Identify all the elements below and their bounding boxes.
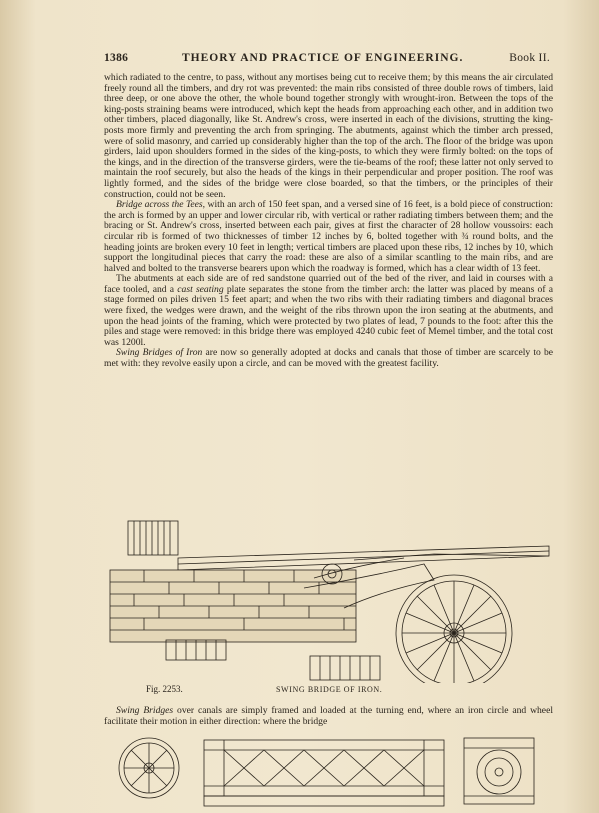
paragraph-2: [104, 200, 553, 274]
body-text-upper: [104, 73, 553, 370]
canal-swing-bridge-illustration: [104, 732, 556, 813]
paragraph-5-text: over canals are simply framed and loaded at the turning end, where an iron circle and wheel facilitate their motion in either direction: where the bridge: [104, 705, 553, 727]
running-header: [104, 52, 550, 68]
railing-posts: [128, 521, 178, 555]
turning-wheel: [396, 575, 512, 683]
paragraph-1: which radiated to the centre, to pass, without any mortises being cut to receive them; by this means the air circulated freely round all the timbers, and dry rot was prevented: the main ribs consisted of three double rows of timbers, laid three deep, or one above the other, the whole bound together strongly with wrought-iron. Between the tops of the king-posts straining beams were introduced, which kept the heads from approaching each other, and in addition two other timbers, placed diagonally, like St. Andrew's cross, were inserted in each of the divisions, strutting the king-posts more firmly and preventing the arch from springing. The abutments, against which the timber arch pressed, were of solid masonry, and carried up considerably higher than the top of the arch. The floor of the bridge was upon girders, laid upon shoulders formed in the sides of the king-posts, to which they were firmly bolted: on the tops of the kings, and in the direction of the transverse girders, were the tie-beams of the roof; these latter not only served to maintain the roof securely, but also the heads of the kings in their perpendicular and proper position. The roof was lightly formed, and the sides of the bridge were close boarded, so that the timbers, or the principles of their construction, could not be seen.: [104, 72, 553, 200]
swing-bridges-iron-heading: Swing Bridges of Iron: [116, 347, 203, 359]
body-text-lower: [104, 706, 553, 727]
cast-seating-term: cast seating: [177, 283, 224, 295]
swing-bridges-heading: Swing Bridges: [116, 705, 174, 716]
paragraph-2-text: with an arch of 150 feet span, and a versed sine of 16 feet, is a bold piece of construction: the arch is formed by an upper and lower circular rib, with vertical or rather radiating timbers between them; and the bracing or St. Andrew's cross, inserted between each pair, gives at first the character of 28 hollow voussoirs: each circular rib is formed of two thicknesses of timber 12 inches by 6, bolted together with ¾ round bolts, and the heading joints are broken every 10 feet in length; vertical timbers are placed upon these ribs, 12 inches by 10, which support the longitudinal pieces that carry the road: these are also of a similar scantling to the main ribs, and are halved and bolted to the transverse bearers upon which the roadway is formed, which has a clear width of 13 feet.: [104, 199, 554, 274]
book-number: Book II.: [509, 52, 550, 64]
figure-number: Fig. 2253.: [146, 684, 183, 694]
paragraph-4: [104, 348, 553, 369]
paragraph-3-text-b: plate separates the stone from the timber arch: the latter was placed by means of a stage formed on piles driven 15 feet apart; and when the two ribs with their radiating timbers and diagonal braces were fixed, the wedges were drawn, and the weight of the ribs thrown upon the iron seating at the abutments, and upon the head joints of the framing, which were protected by two plates of lead, 7 pounds to the foot: after this the piles and stage were removed: in this bridge there was employed 4240 cubic feet of Memel timber, and the total cost was 1200l.: [104, 283, 553, 348]
masonry-abutment: [110, 570, 356, 642]
swing-bridge-illustration: [104, 518, 556, 683]
figure-title: SWING BRIDGE OF IRON.: [276, 685, 383, 694]
page-number: 1386: [104, 52, 129, 64]
running-title: THEORY AND PRACTICE OF ENGINEERING.: [182, 52, 464, 64]
paragraph-3-text-a: The abutments at each side are of red sandstone quarried out of the bed of the river, and laid in courses with a face tooled, and a: [104, 273, 553, 295]
paragraph-3: [104, 274, 553, 348]
paragraph-4-text: are now so generally adopted at docks and canals that those of timber are scarcely to be met with: they revolve easily upon a circle, and can be moved with the greatest facility.: [104, 347, 553, 370]
paragraph-5: [104, 706, 553, 727]
tees-bridge-heading: Bridge across the Tees,: [116, 199, 206, 211]
